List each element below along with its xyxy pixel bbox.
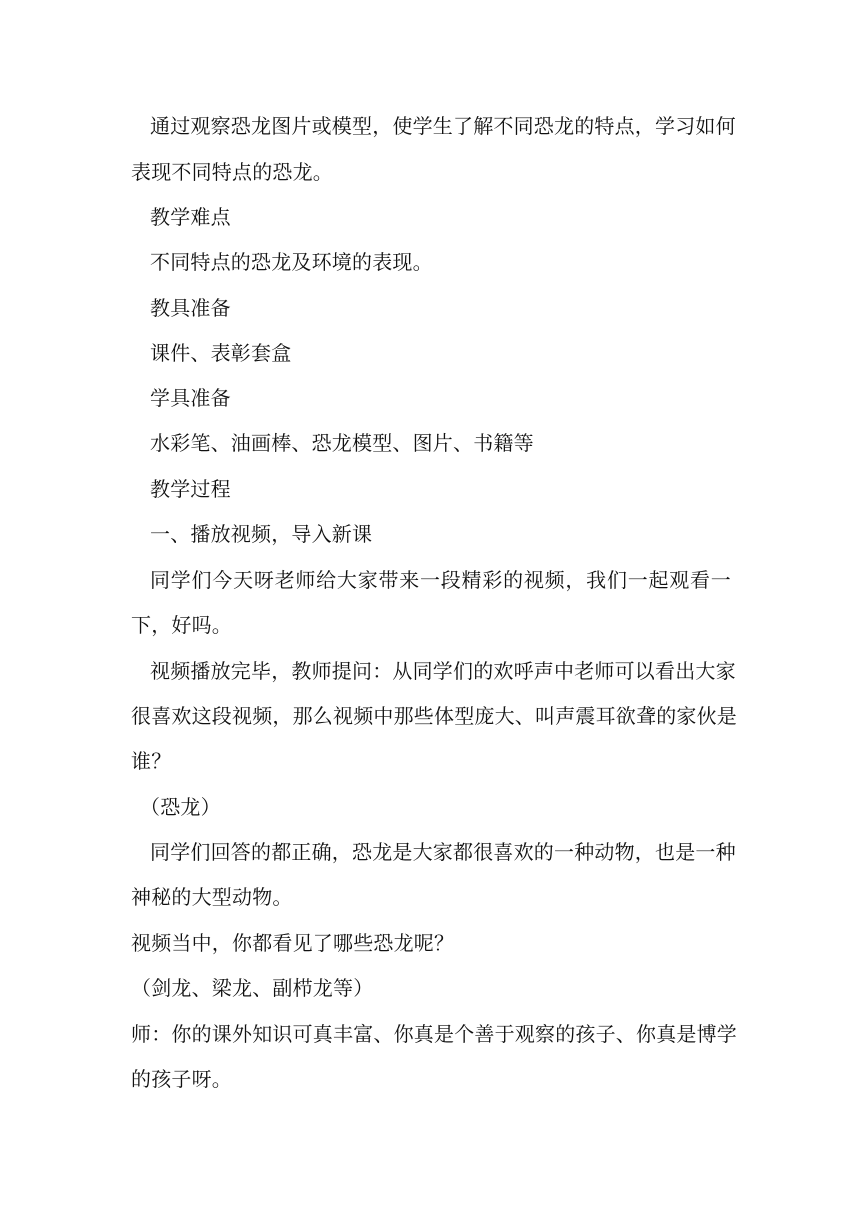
paragraph-line: 表现不同特点的恐龙。	[131, 160, 333, 184]
section-heading: 教学难点	[150, 205, 231, 229]
paragraph-line: 同学们回答的都正确，恐龙是大家都很喜欢的一种动物，也是一种	[150, 840, 736, 864]
paragraph-line: 视频当中，你都看见了哪些恐龙呢？	[131, 931, 455, 955]
section-heading: 教具准备	[150, 296, 231, 320]
paragraph-line: 下，好吗。	[131, 613, 232, 637]
section-heading: 学具准备	[150, 386, 231, 410]
section-heading: 教学过程	[150, 477, 231, 501]
subsection-heading: 一、播放视频，导入新课	[150, 522, 373, 546]
paragraph-line: 谁？	[131, 749, 172, 773]
paragraph-line: 神秘的大型动物。	[131, 885, 293, 909]
answer-line: （恐龙）	[140, 795, 221, 819]
paragraph-line: 通过观察恐龙图片或模型，使学生了解不同恐龙的特点，学习如何	[150, 114, 736, 138]
paragraph-line: 很喜欢这段视频，那么视频中那些体型庞大、叫声震耳欲聋的家伙是	[131, 704, 737, 728]
paragraph-line: 视频播放完毕，教师提问：从同学们的欢呼声中老师可以看出大家	[150, 659, 736, 683]
paragraph-line: 水彩笔、油画棒、恐龙模型、图片、书籍等	[150, 431, 534, 455]
paragraph-line: 课件、表彰套盒	[150, 341, 292, 365]
paragraph-line: 不同特点的恐龙及环境的表现。	[150, 250, 433, 274]
paragraph-line: 同学们今天呀老师给大家带来一段精彩的视频，我们一起观看一	[150, 568, 731, 592]
paragraph-line: 的孩子呀。	[131, 1067, 232, 1091]
answer-line: （剑龙、梁龙、副栉龙等）	[131, 976, 374, 1000]
paragraph-line: 师：你的课外知识可真丰富、你真是个善于观察的孩子、你真是博学	[131, 1022, 737, 1046]
